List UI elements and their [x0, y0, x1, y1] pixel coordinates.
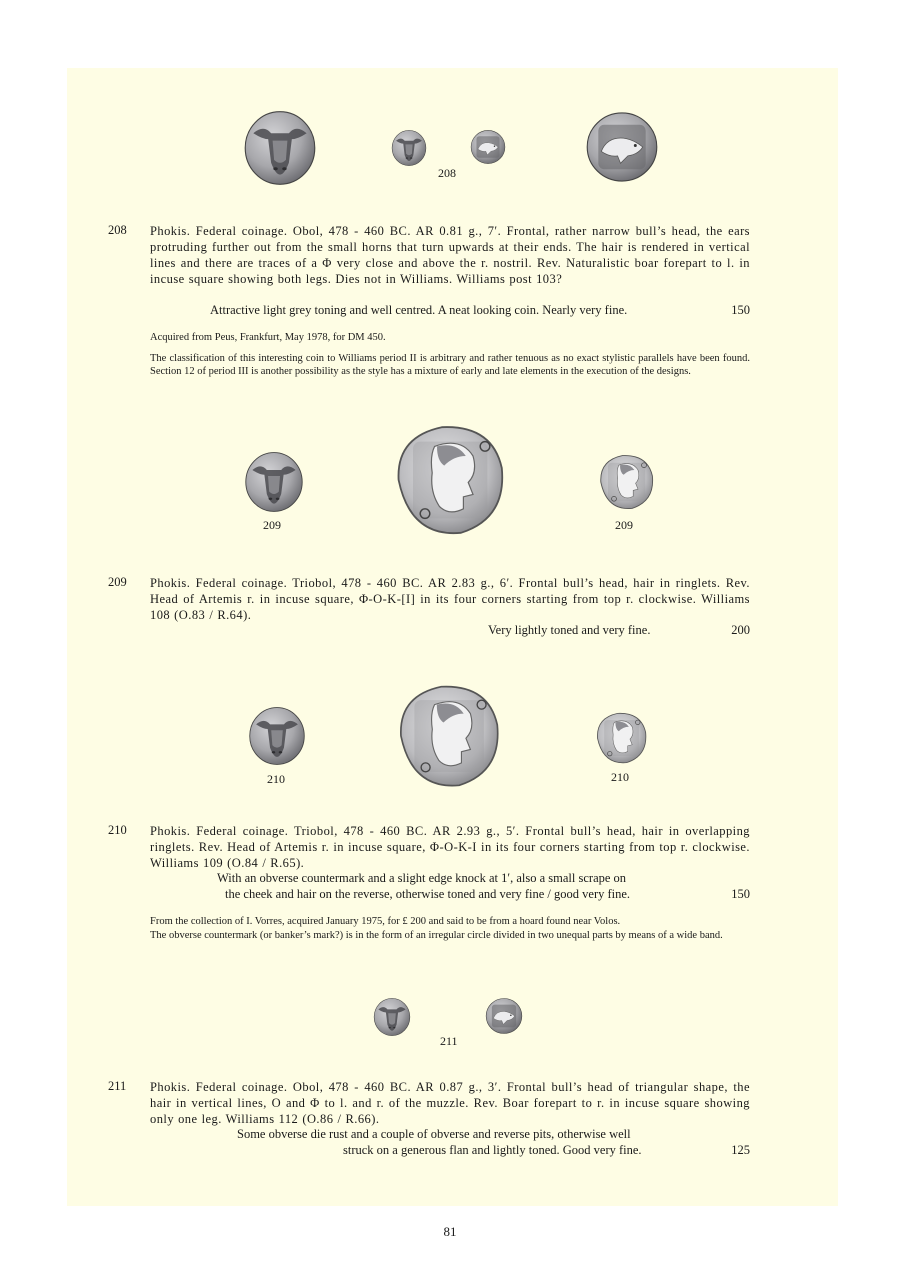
boar-icon: [482, 997, 526, 1035]
coin-208-obverse-bull-enlarged: [243, 108, 317, 188]
bull-head-icon: [391, 129, 427, 167]
lot-description: Phokis. Federal coinage. Triobol, 478 - 460 BC. AR 2.83 g., 6′. Frontal bull’s head, hair in ringlets. Rev. Head of Artemis r. in incuse square, Φ-O-K-[I] in its four corners starting from top r. clockwise. Williams 108 (O.83 / R.64).: [150, 576, 750, 622]
coin-211-obverse-bull: [373, 996, 411, 1038]
coin-211-reverse-boar: [482, 997, 526, 1035]
coin-208-reverse-boar: [470, 129, 506, 165]
lot-condition: Some obverse die rust and a couple of obverse and reverse pits, otherwise well: [237, 1127, 631, 1141]
lot-condition: With an obverse countermark and a slight edge knock at 1′, also a small scrape on: [217, 871, 627, 885]
lot-condition: the cheek and hair on the reverse, otherwise toned and very fine / good very fine.: [225, 887, 631, 901]
lot-description: Phokis. Federal coinage. Triobol, 478 - 460 BC. AR 2.93 g., 5′. Frontal bull’s head, hair in overlapping ringlets. Rev. Head of Artemis r. in incuse square, Φ-O-K-I in its four corners starting from top r. clockwise. Williams 109 (O.84 / R.65).: [150, 824, 750, 870]
coin-209-reverse-artemis-enlarged: [389, 420, 509, 540]
lot-note: The obverse countermark (or banker’s mark?) is in the form of an irregular circle divided in two unequal parts by means of a wide band.: [150, 930, 723, 941]
lot-provenance: Acquired from Peus, Frankfurt, May 1978, for DM 450.: [150, 332, 386, 343]
lot-description: Phokis. Federal coinage. Obol, 478 - 460 BC. AR 0.81 g., 7′. Frontal, rather narrow bull’s head, the ears protruding further out from the small horns that turn upwards at their ends. The hair is rendered in vertical lines and there are traces of a Φ very close and above the r. nostril. Rev. Naturalistic boar forepart to l. in incuse square showing both legs. Dies not in Williams. Williams post 103?: [150, 224, 750, 286]
lot-condition: Attractive light grey toning and well centred. A neat looking coin. Nearly very fine.: [210, 303, 628, 317]
lot-note: The classification of this interesting coin to Williams period II is arbitrary and rather tenuous as no exact stylistic parallels have been found. Section 12 of period III is another possibility as the style has a mixture of early and late elements in the execution of the designs.: [150, 353, 750, 377]
artemis-head-icon: [592, 710, 650, 766]
artemis-head-icon: [596, 452, 656, 512]
lot-price: 150: [731, 887, 750, 901]
coin-label: 211: [440, 1034, 458, 1048]
lot-price: 150: [731, 303, 750, 317]
lot-number: 211: [108, 1079, 127, 1093]
coin-label: 210: [267, 772, 285, 786]
page-number: 81: [443, 1224, 457, 1239]
lot-number: 210: [108, 823, 127, 837]
lot-price: 125: [731, 1143, 750, 1157]
lot-provenance: From the collection of I. Vorres, acquired January 1975, for £ 200 and said to be from a hoard found near Volos.: [150, 916, 621, 927]
lot-price: 200: [731, 623, 750, 637]
lot-number: 209: [108, 575, 127, 589]
coin-209-reverse-artemis: [596, 452, 656, 512]
coin-label: 210: [611, 770, 629, 784]
coin-210-reverse-artemis: [592, 710, 650, 766]
coin-208-obverse-bull: [391, 129, 427, 167]
boar-icon: [585, 107, 659, 187]
coin-209-obverse-bull: [244, 452, 304, 512]
artemis-head-icon: [389, 680, 507, 792]
coin-label: 208: [438, 166, 456, 180]
lot-description: Phokis. Federal coinage. Obol, 478 - 460 BC. AR 0.87 g., 3′. Frontal bull’s head of triangular shape, the hair in vertical lines, O and Φ to l. and r. of the muzzle. Rev. Boar forepart to r. in incuse square showing only one leg. Williams 112 (O.86 / R.66).: [150, 1080, 750, 1126]
bull-head-icon: [244, 452, 304, 512]
coin-label: 209: [263, 518, 281, 532]
coin-210-reverse-artemis-enlarged: [389, 680, 507, 792]
bull-head-icon: [248, 706, 306, 766]
bull-head-icon: [243, 108, 317, 188]
coin-208-reverse-boar-enlarged: [585, 107, 659, 187]
lot-number: 208: [108, 223, 127, 237]
lot-condition: Very lightly toned and very fine.: [488, 623, 651, 637]
bull-head-icon: [373, 996, 411, 1038]
coin-210-obverse-bull: [248, 706, 306, 766]
artemis-head-icon: [389, 420, 509, 540]
lot-condition: struck on a generous flan and lightly toned. Good very fine.: [343, 1143, 642, 1157]
coin-label: 209: [615, 518, 633, 532]
boar-icon: [470, 129, 506, 165]
